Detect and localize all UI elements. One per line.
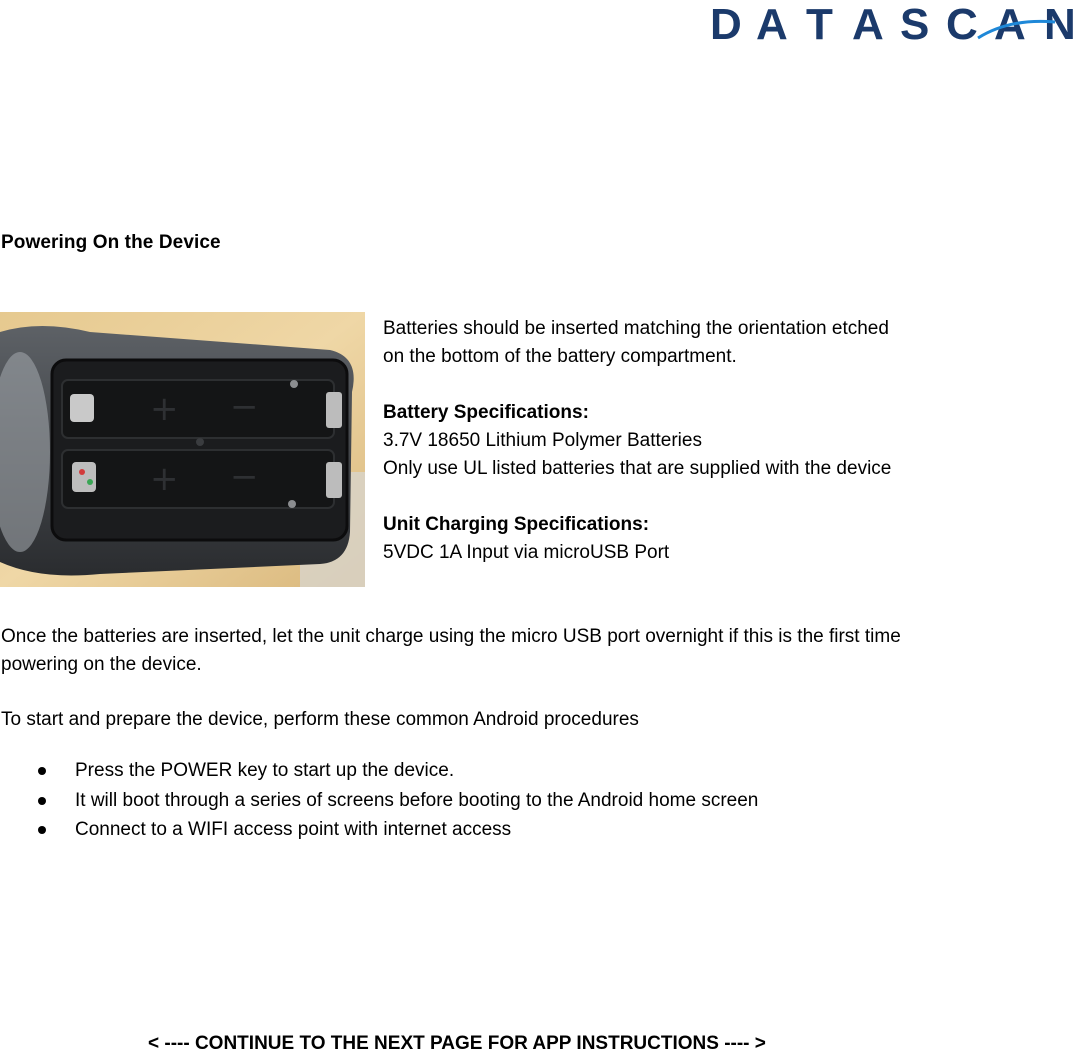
- bullet-icon: [38, 797, 46, 805]
- charge-instructions-paragraph: Once the batteries are inserted, let the unit charge using the micro USB port overnight if this is the first time powering on the device.: [1, 626, 901, 675]
- list-item-text: Connect to a WIFI access point with internet access: [75, 819, 512, 840]
- section-heading: Powering On the Device: [1, 232, 221, 253]
- logo-letter: T: [806, 0, 833, 42]
- svg-text:+: +: [150, 459, 179, 499]
- android-procedures-intro: To start and prepare the device, perform these common Android procedures: [1, 709, 639, 730]
- list-item-text: Press the POWER key to start up the device.: [75, 760, 455, 781]
- logo-letter: A: [756, 0, 788, 42]
- datascan-logo-graphic: [710, 0, 1082, 42]
- list-item-text: It will boot through a series of screens before booting to the Android home screen: [75, 789, 759, 811]
- battery-spec-title: Battery Specifications:: [383, 402, 589, 423]
- battery-spec-line: Only use UL listed batteries that are supplied with the device: [383, 458, 892, 479]
- charging-spec-title: Unit Charging Specifications:: [383, 514, 650, 535]
- logo-letter: S: [900, 0, 930, 42]
- battery-compartment-photo: [0, 312, 365, 587]
- bullet-icon: [38, 826, 46, 834]
- list-item: [0, 815, 758, 845]
- battery-info-block: [383, 315, 983, 567]
- logo-letter: C: [946, 0, 978, 42]
- logo-letter: A: [994, 0, 1026, 42]
- logo-letter: A: [852, 0, 884, 42]
- battery-intro-line: on the bottom of the battery compartment.: [383, 346, 737, 367]
- list-item: [0, 786, 758, 816]
- bullet-icon: [38, 767, 46, 775]
- logo-letter: N: [1044, 0, 1076, 42]
- datascan-logo: [710, 0, 1082, 42]
- svg-text:−: −: [230, 387, 259, 427]
- logo-letter: D: [710, 0, 742, 42]
- charging-spec-line: 5VDC 1A Input via microUSB Port: [383, 542, 670, 563]
- svg-text:+: +: [150, 389, 179, 429]
- battery-intro-line: Batteries should be inserted matching the orientation etched: [383, 318, 889, 339]
- battery-spec-line: 3.7V 18650 Lithium Polymer Batteries: [383, 430, 702, 451]
- list-item: [0, 756, 758, 786]
- next-page-footer: < ---- CONTINUE TO THE NEXT PAGE FOR APP INSTRUCTIONS ---- >: [148, 1033, 766, 1054]
- svg-text:−: −: [230, 457, 259, 497]
- procedure-list: [0, 756, 758, 845]
